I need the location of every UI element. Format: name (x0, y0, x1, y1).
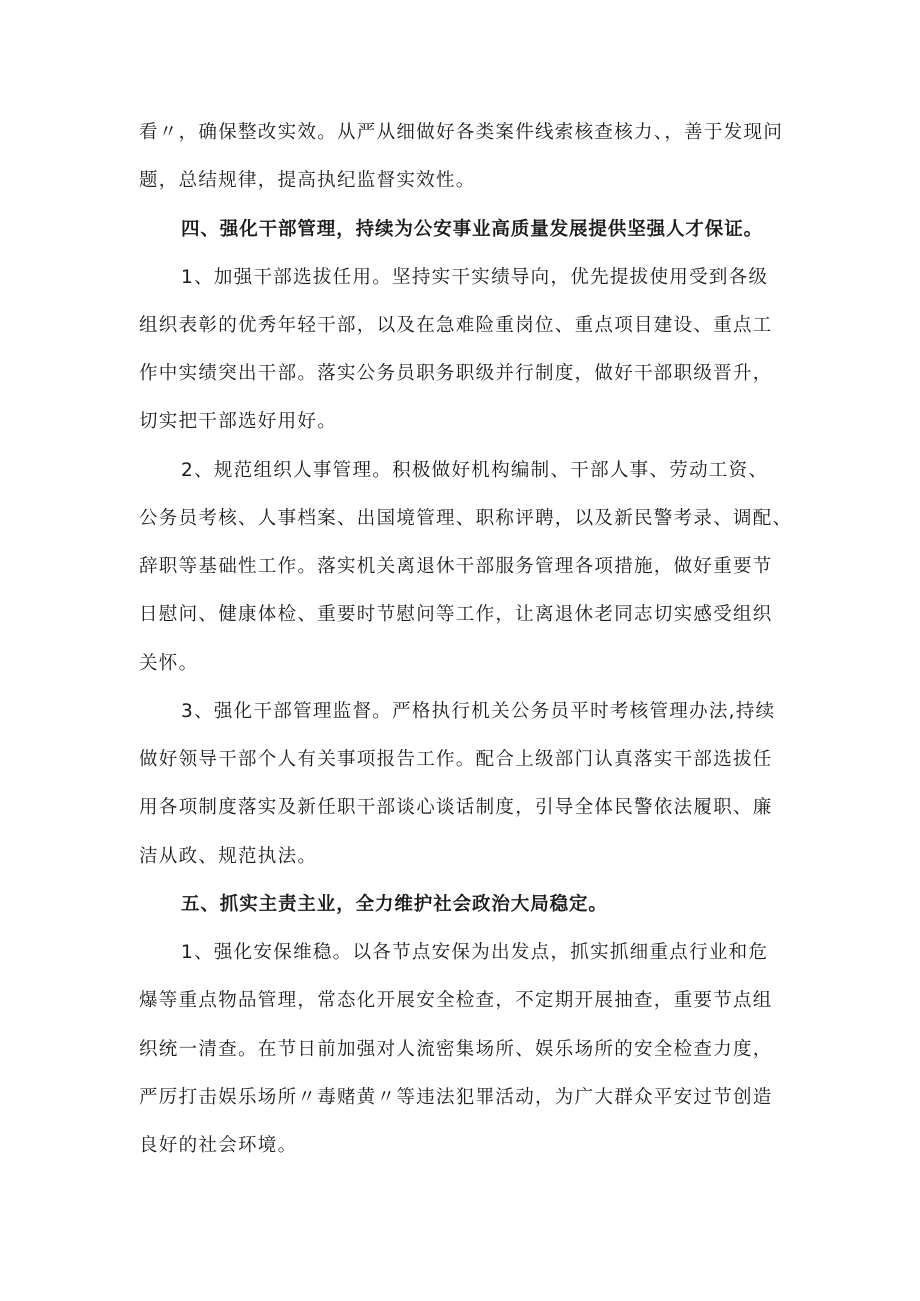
paragraph-line: 看〃，确保整改实效。从严从细做好各类案件线索核查核力、，善于发现问 (139, 122, 784, 143)
paragraph-line: 1、强化安保维稳。以各节点安保为出发点，抓实抓细重点行业和危 (181, 942, 769, 963)
paragraph-line: 爆等重点物品管理，常态化开展安全检查，不定期开展抽查，重要节点组 (139, 990, 773, 1011)
paragraph-line: 关怀。 (139, 653, 199, 674)
paragraph-line: 做好领导干部个人有关事项报告工作。配合上级部门认真落实干部选拔任 (139, 749, 773, 770)
paragraph-line: 题，总结规律，提高执纪监督实效性。 (139, 170, 476, 191)
paragraph-line: 1、加强干部选拔任用。坚持实干实绩导向，优先提拔使用受到各级 (181, 267, 769, 288)
paragraph-line: 辞职等基础性工作。落实机关离退休干部服务管理各项措施，做好重要节 (139, 556, 773, 577)
paragraph-line: 公务员考核、人事档案、出国境管理、职称评聘，以及新民警考录、调配、 (139, 508, 793, 529)
paragraph-line: 作中实绩突出干部。落实公务员职务职级并行制度，做好干部职级晋升， (139, 363, 773, 384)
paragraph-line: 日慰问、健康体检、重要时节慰问等工作，让离退休老同志切实感受组织 (139, 604, 773, 625)
paragraph-line: 洁从政、规范执法。 (139, 846, 318, 867)
paragraph-line: 组织表彰的优秀年轻干部，以及在急难险重岗位、重点项目建设、重点工 (139, 315, 773, 336)
paragraph-line: 2、规范组织人事管理。积极做好机构编制、干部人事、劳动工资、 (181, 460, 769, 481)
paragraph-line: 3、强化干部管理监督。严格执行机关公务员平时考核管理办法,持续 (181, 701, 776, 722)
paragraph-line: 切实把干部选好用好。 (139, 411, 338, 432)
paragraph-line: 织统一清查。在节日前加强对人流密集场所、娱乐场所的安全检查力度， (139, 1039, 773, 1060)
paragraph-line: 用各项制度落实及新任职干部谈心谈话制度，引导全体民警依法履职、廉 (139, 797, 773, 818)
paragraph-line: 良好的社会环境。 (139, 1135, 298, 1156)
section-heading-5: 五、抓实主责主业，全力维护社会政治大局稳定。 (181, 894, 608, 915)
paragraph-line: 严厉打击娱乐场所〃毒赌黄〃等违法犯罪活动，为广大群众平安过节创造 (139, 1087, 773, 1108)
section-heading-4: 四、强化干部管理，持续为公安事业高质量发展提供坚强人才保证。 (181, 219, 764, 240)
